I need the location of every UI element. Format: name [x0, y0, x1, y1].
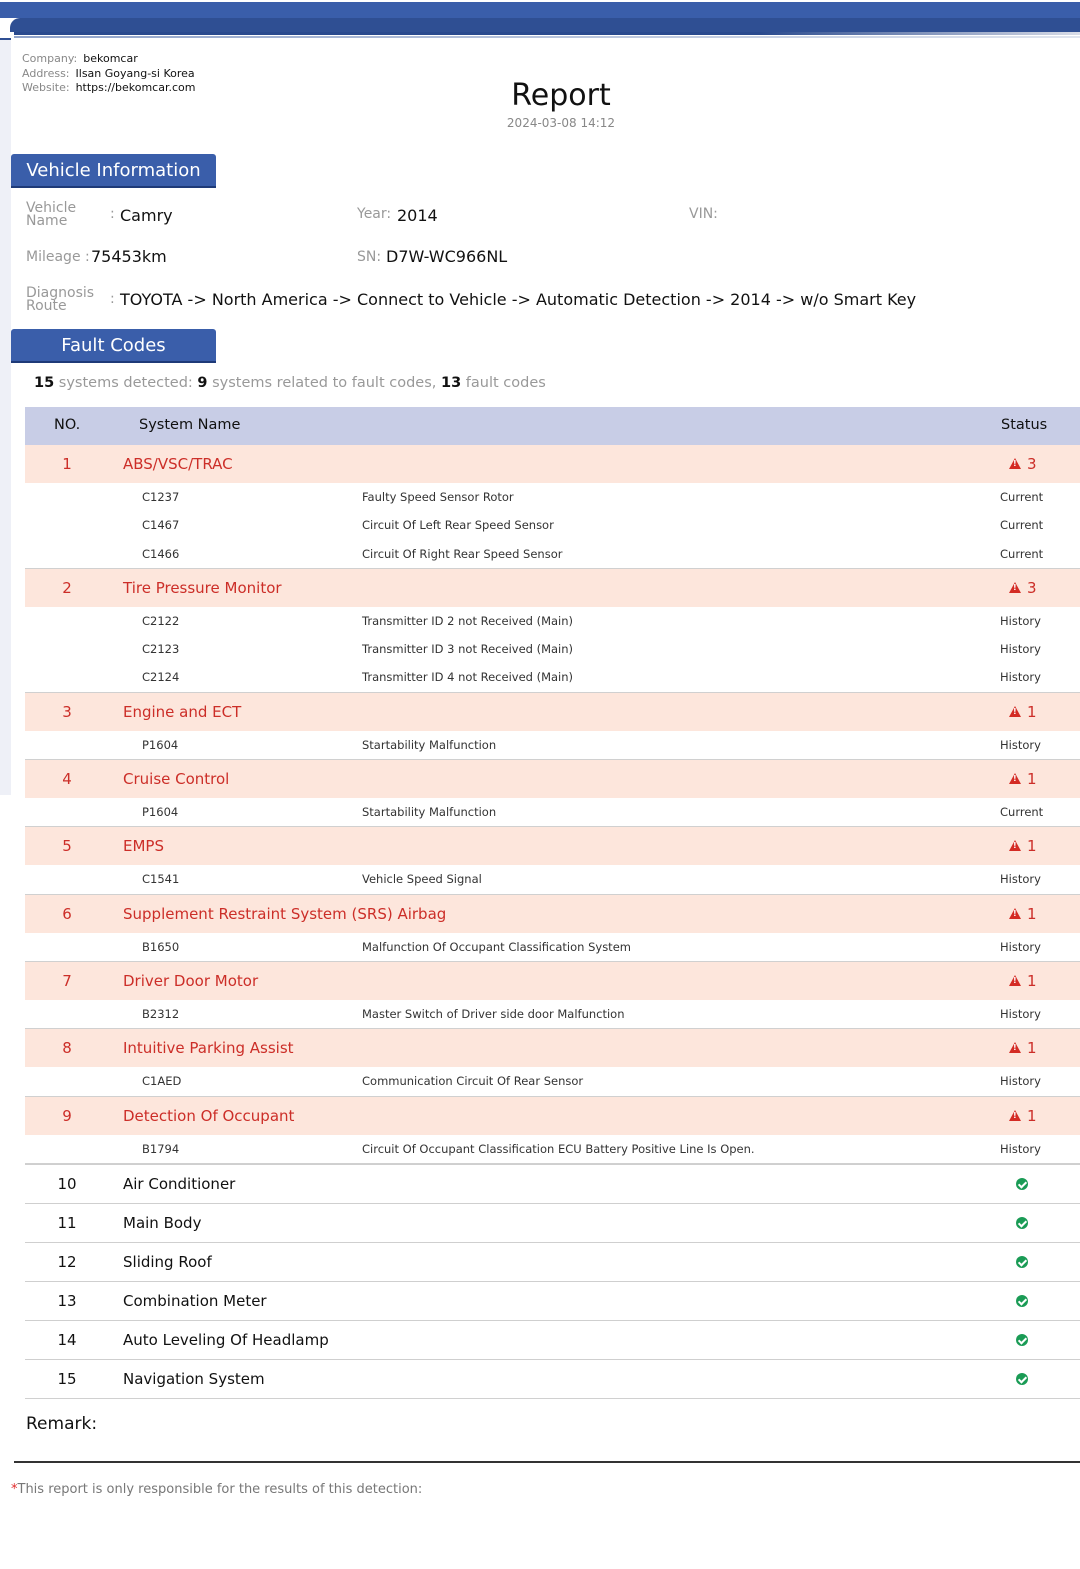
fault-description: Circuit Of Left Rear Speed Sensor [362, 518, 554, 533]
fault-status: Current [1000, 546, 1044, 561]
warning-triangle-icon [1009, 908, 1021, 919]
fault-description: Startability Malfunction [362, 805, 497, 820]
ok-system-row[interactable] [25, 1203, 1080, 1242]
table-header [25, 407, 1080, 445]
fault-count [1009, 455, 1037, 473]
warning-triangle-icon [1009, 706, 1021, 717]
side-margin [0, 40, 11, 795]
system-name: Air Conditioner [123, 1174, 236, 1193]
fault-description: Startability Malfunction [362, 737, 497, 752]
system-name: Driver Door Motor [123, 971, 259, 990]
fault-code-row [25, 511, 1080, 539]
company-label: Company: [22, 52, 78, 65]
fault-count [1009, 1107, 1037, 1125]
fault-status: History [1000, 613, 1041, 628]
system-name: Supplement Restraint System (SRS) Airbag [123, 904, 447, 923]
mileage-value: 75453km [91, 247, 167, 266]
fault-code-row [25, 607, 1080, 635]
diagnosis-route-label-line2: Route [26, 298, 67, 314]
col-no-header: NO. [54, 417, 81, 433]
ok-check-icon [1016, 1256, 1028, 1268]
fault-count-value: 3 [1027, 455, 1037, 473]
diagnosis-route-colon: : [110, 291, 115, 307]
fault-status: History [1000, 642, 1041, 657]
fault-codes-count: 13 [441, 375, 462, 391]
system-number: 5 [62, 837, 72, 856]
sn-value: D7W-WC966NL [386, 247, 508, 266]
system-number: 6 [62, 904, 72, 923]
warning-triangle-icon [1009, 975, 1021, 986]
table-body [25, 445, 1080, 1399]
fault-count-value: 1 [1027, 904, 1037, 923]
fault-status: Current [1000, 518, 1044, 533]
fault-description: Transmitter ID 3 not Received (Main) [362, 642, 574, 657]
system-number: 15 [57, 1369, 77, 1388]
fault-system-row[interactable] [25, 962, 1080, 1000]
fault-count [1009, 770, 1037, 788]
fault-description: Master Switch of Driver side door Malfunction [362, 1006, 625, 1021]
remark-divider [14, 1461, 1080, 1463]
ok-system-row[interactable] [25, 1359, 1080, 1398]
fault-code: C2123 [142, 642, 180, 657]
fault-code: C1466 [142, 546, 180, 561]
system-name: Engine and ECT [123, 702, 242, 721]
fault-table [25, 407, 1080, 1399]
fault-system-row[interactable] [25, 1029, 1080, 1067]
fault-codes-text: fault codes [461, 375, 546, 391]
system-name: Tire Pressure Monitor [123, 578, 282, 597]
system-name: Cruise Control [123, 770, 230, 789]
fault-count [1009, 579, 1037, 597]
fault-description: Vehicle Speed Signal [362, 872, 482, 887]
fault-code-row [25, 731, 1080, 759]
report-date: 2024-03-08 14:12 [506, 116, 616, 130]
fault-system-row[interactable] [25, 569, 1080, 607]
fault-system-row[interactable] [25, 895, 1080, 933]
company-address: Ilsan Goyang-si Korea [75, 66, 195, 80]
fault-status: History [1000, 1074, 1041, 1089]
ok-check-icon [1016, 1295, 1028, 1307]
diagnosis-route-value: TOYOTA -> North America -> Connect to Vehicle -> Automatic Detection -> 2014 -> w/o Smart Key [120, 290, 917, 309]
warning-triangle-icon [1009, 1110, 1021, 1121]
vehicle-name-label-line2: Name [26, 213, 68, 229]
fault-code: C1541 [142, 872, 180, 887]
systems-faults-text: systems related to fault codes, [207, 375, 441, 391]
ok-check-icon [1016, 1373, 1028, 1385]
fault-code: C1AED [142, 1074, 182, 1089]
fault-description: Faulty Speed Sensor Rotor [362, 490, 514, 504]
system-number: 13 [57, 1291, 77, 1310]
system-number: 8 [62, 1039, 72, 1058]
year-value: 2014 [397, 206, 438, 225]
warning-triangle-icon [1009, 840, 1021, 851]
fault-status: History [1000, 1006, 1041, 1021]
vehicle-name-colon: : [110, 206, 115, 222]
table-bottom-divider [25, 1398, 1080, 1399]
top-banner [0, 0, 1080, 40]
diagnosis-route-label [26, 287, 94, 313]
system-name: ABS/VSC/TRAC [123, 455, 233, 473]
footnote-star: * [11, 1482, 18, 1497]
fault-count [1009, 972, 1037, 990]
fault-system-row[interactable] [25, 1097, 1080, 1135]
system-number: 10 [57, 1174, 77, 1193]
fault-code: P1604 [142, 805, 179, 820]
system-name: Detection Of Occupant [123, 1106, 295, 1125]
footnote-text: This report is only responsible for the results of this detection: [17, 1482, 423, 1497]
fault-code-row [25, 1000, 1080, 1028]
col-system-header: System Name [139, 417, 241, 433]
fault-codes-heading-underline [11, 361, 216, 363]
fault-status: History [1000, 670, 1041, 685]
fault-count [1009, 837, 1037, 855]
system-number: 11 [57, 1213, 77, 1232]
ok-check-icon [1016, 1178, 1028, 1190]
system-number: 1 [62, 455, 72, 473]
fault-description: Malfunction Of Occupant Classification System [362, 939, 631, 954]
company-name: bekomcar [83, 52, 138, 65]
system-name: Navigation System [123, 1369, 265, 1388]
fault-code-row [25, 1067, 1080, 1095]
fault-count-value: 1 [1027, 770, 1037, 789]
system-number: 2 [62, 578, 72, 597]
system-number: 3 [62, 702, 72, 721]
fault-status: History [1000, 1141, 1041, 1156]
system-name: EMPS [123, 837, 164, 856]
diagnosis-route-label-line1: Diagnosis [26, 285, 95, 301]
fault-count-value: 1 [1027, 1039, 1037, 1058]
system-name: Main Body [123, 1213, 202, 1232]
systems-faults-count: 9 [197, 375, 208, 391]
fault-code-row [25, 483, 1080, 511]
system-number: 12 [57, 1252, 77, 1271]
fault-status: History [1000, 872, 1041, 887]
fault-code: C1467 [142, 518, 180, 533]
fault-code: C1237 [142, 490, 180, 504]
fault-status: History [1000, 737, 1041, 752]
mileage-label: Mileage : [26, 249, 90, 265]
vehicle-info-heading-underline [11, 186, 216, 188]
ok-system-row[interactable] [25, 1281, 1080, 1320]
fault-code: C2122 [142, 613, 180, 628]
top-banner-stripe-light [14, 36, 1080, 38]
fault-code-row [25, 1135, 1080, 1163]
fault-system-row[interactable] [25, 693, 1080, 731]
fault-codes-heading: Fault Codes [11, 329, 216, 363]
fault-code: B1794 [142, 1141, 180, 1156]
vehicle-name-label-line1: Vehicle [26, 200, 77, 216]
fault-count [1009, 905, 1037, 923]
fault-code-row [25, 865, 1080, 893]
systems-detected-count: 15 [34, 375, 55, 391]
top-banner-inner [10, 18, 1080, 32]
top-banner-band [0, 2, 1080, 18]
fault-system-row[interactable] [25, 445, 1080, 483]
fault-description: Transmitter ID 2 not Received (Main) [362, 613, 574, 628]
system-number: 7 [62, 971, 72, 990]
ok-system-row[interactable] [25, 1164, 1080, 1203]
warning-triangle-icon [1009, 458, 1021, 469]
vehicle-name-value: Camry [120, 206, 173, 225]
warning-triangle-icon [1009, 1042, 1021, 1053]
system-name: Sliding Roof [123, 1252, 212, 1271]
systems-detected-text: systems detected: [54, 375, 198, 391]
top-banner-stripe [14, 32, 1080, 35]
fault-count-value: 1 [1027, 1106, 1037, 1125]
vehicle-name-label [26, 202, 76, 228]
fault-code: P1604 [142, 737, 179, 752]
fault-count [1009, 1039, 1037, 1057]
fault-description: Circuit Of Right Rear Speed Sensor [362, 546, 563, 561]
fault-count-value: 1 [1027, 971, 1037, 990]
fault-summary [34, 375, 546, 391]
vehicle-info-heading: Vehicle Information [11, 154, 216, 188]
fault-code-row [25, 540, 1080, 568]
fault-count-value: 3 [1027, 578, 1037, 597]
footnote [11, 1482, 422, 1497]
ok-check-icon [1016, 1217, 1028, 1229]
fault-count-value: 1 [1027, 837, 1037, 856]
system-name: Auto Leveling Of Headlamp [123, 1330, 329, 1349]
fault-description: Circuit Of Occupant Classification ECU Battery Positive Line Is Open. [362, 1141, 755, 1156]
report-title: Report [511, 78, 611, 113]
website-label: Website: [22, 81, 70, 94]
system-number: 14 [57, 1330, 77, 1349]
fault-code-row [25, 635, 1080, 663]
warning-triangle-icon [1009, 773, 1021, 784]
system-number: 9 [62, 1106, 72, 1125]
fault-count-value: 1 [1027, 702, 1037, 721]
company-website[interactable]: https://bekomcar.com [75, 81, 196, 94]
fault-code: B1650 [142, 939, 180, 954]
ok-system-row[interactable] [25, 1320, 1080, 1359]
fault-system-row[interactable] [25, 760, 1080, 798]
remark-label: Remark: [26, 1414, 98, 1434]
fault-system-row[interactable] [25, 827, 1080, 865]
fault-code-row [25, 933, 1080, 961]
fault-description: Transmitter ID 4 not Received (Main) [362, 670, 574, 685]
fault-code: C2124 [142, 670, 180, 685]
fault-code: B2312 [142, 1006, 180, 1021]
fault-count [1009, 703, 1037, 721]
fault-status: Current [1000, 805, 1044, 820]
address-label: Address: [22, 66, 70, 80]
ok-system-row[interactable] [25, 1242, 1080, 1281]
vin-label: VIN: [689, 206, 718, 222]
ok-check-icon [1016, 1334, 1028, 1346]
fault-status: Current [1000, 490, 1044, 504]
fault-code-row [25, 663, 1080, 691]
sn-label: SN: [357, 249, 382, 265]
system-name: Combination Meter [123, 1291, 267, 1310]
system-number: 4 [62, 770, 72, 789]
system-name: Intuitive Parking Assist [123, 1039, 294, 1058]
warning-triangle-icon [1009, 582, 1021, 593]
fault-description: Communication Circuit Of Rear Sensor [362, 1074, 584, 1089]
col-status-header: Status [1001, 417, 1048, 433]
fault-code-row [25, 798, 1080, 826]
fault-status: History [1000, 939, 1041, 954]
year-label: Year: [357, 206, 392, 222]
